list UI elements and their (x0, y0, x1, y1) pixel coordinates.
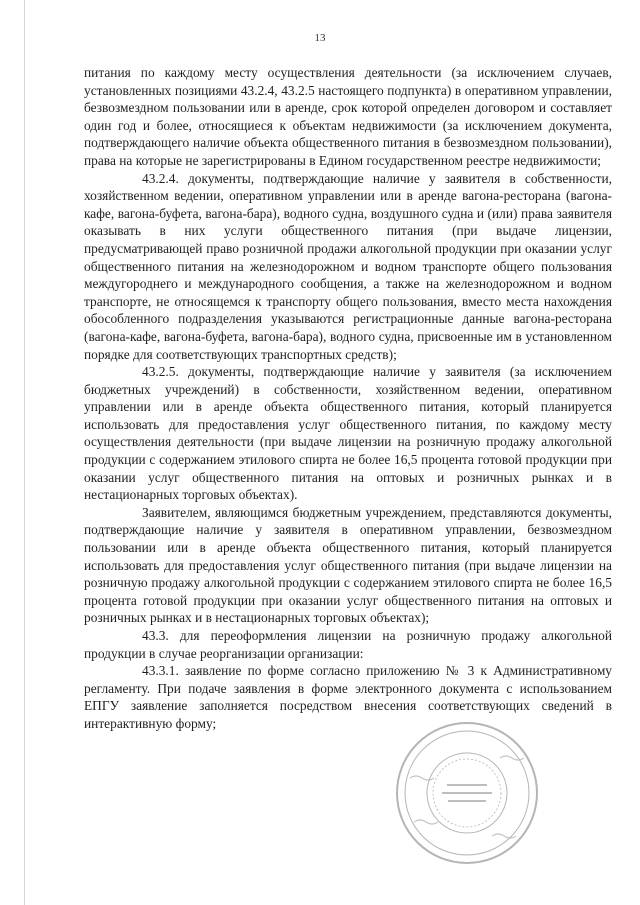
official-seal-icon (392, 718, 542, 868)
paragraph-43-2-5: 43.2.5. документы, подтверждающие наличие у заявителя (за исключением бюджетных учреждений) в собственности, хозяйственном ведении, оперативном управлении или в аренде объекта общественного питания, который планируется использовать для предоставления услуг общественного питания, по каждому месту осуществления деятельности (при выдаче лицензии на розничную продажу алкогольной продукции с содержанием этилового спирта не более 16,5 процента готовой продукции при оказании услуг общественного питания на оптовых и розничных рынках и в нестационарных торговых объектах). (84, 364, 612, 503)
paragraph-43-2-4: 43.2.4. документы, подтверждающие наличие у заявителя в собственности, хозяйственном ведении, оперативном управлении или в аренде вагона-ресторана (вагона-кафе, вагона-буфета, вагона-бара), водного судна, воздушного судна и (или) права заявителя оказывать в них услуги общественного питания (при выдаче лицензии, предусматривающей право розничной продажи алкогольной продукции при оказании услуг общественного питания на железнодорожном и водном транспорте общего пользования междугороднего и международного сообщения, а также на железнодорожном и водном транспорте, не относящемся к транспорту общего пользования, вместо места нахождения обособленного подразделения указываются регистрационные данные вагона-ресторана (вагона-кафе, вагона-буфета, вагона-бара), водного судна, присвоенные им в установленном порядке для соответствующих транспортных средств); (84, 170, 612, 362)
page-number: 13 (314, 32, 326, 44)
scan-edge-line (24, 0, 25, 905)
document-body (84, 64, 612, 733)
paragraph-continuation: питания по каждому месту осуществления деятельности (за исключением случаев, установленных позициями 43.2.4, 43.2.5 настоящего подпункта) в оперативном управлении, безвозмездном пользовании или в аренде, срок которой определен договором и составляет один год и более, относящиеся к объектам недвижимости (за исключением документа, подтверждающего наличие объекта общественного питания в безвозмездном пользовании), права на которые не зарегистрированы в Едином государственном реестре недвижимости; (84, 65, 612, 168)
paragraph-43-3: 43.3. для переоформления лицензии на розничную продажу алкогольной продукции в случае реорганизации организации: (84, 628, 612, 661)
paragraph-budget-institution: Заявителем, являющимся бюджетным учреждением, представляются документы, подтверждающие наличие у заявителя в оперативном управлении, безвозмездном пользовании или в аренде объекта общественного питания, который планируется использовать для предоставления услуг общественного питания (при выдаче лицензии на розничную продажу алкогольной продукции с содержанием этилового спирта не более 16,5 процента готовой продукции при оказании услуг общественного питания на оптовых и розничных рынках и в нестационарных торговых объектах); (84, 504, 612, 626)
paragraph-43-3-1: 43.3.1. заявление по форме согласно приложению № 3 к Административному регламенту. При подаче заявления в форме электронного документа с использованием ЕПГУ заявление заполняется посредством внесения соответствующих сведений в интерактивную форму; (84, 663, 612, 731)
